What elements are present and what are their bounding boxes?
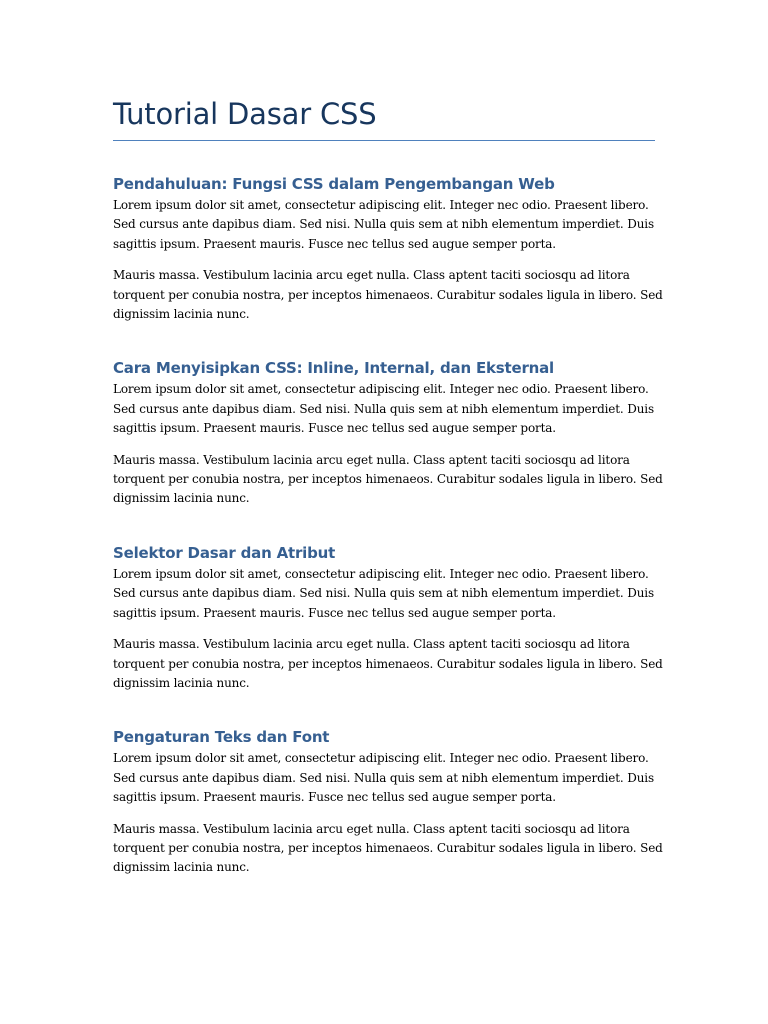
document-page	[113, 96, 663, 878]
paragraph-line: dignissim lacinia nunc.	[113, 491, 250, 506]
section-paragraph	[113, 266, 663, 324]
section-paragraph	[113, 196, 655, 254]
paragraph-line: dignissim lacinia nunc.	[113, 307, 250, 322]
section-heading: Cara Menyisipkan CSS: Inline, Internal, dan Eksternal	[113, 359, 554, 378]
paragraph-line: dignissim lacinia nunc.	[113, 860, 250, 875]
paragraph-line: Mauris massa. Vestibulum lacinia arcu eget nulla. Class aptent taciti sociosqu ad litora	[113, 637, 630, 652]
section-heading: Pengaturan Teks dan Font	[113, 728, 330, 747]
paragraph-line: Lorem ipsum dolor sit amet, consectetur adipiscing elit. Integer nec odio. Praesent libero.	[113, 751, 649, 766]
section-heading: Pendahuluan: Fungsi CSS dalam Pengembangan Web	[113, 175, 555, 193]
paragraph-line: torquent per conubia nostra, per inceptos himenaeos. Curabitur sodales ligula in libero. Sed	[113, 840, 663, 855]
section-paragraph	[113, 380, 655, 438]
section-paragraph	[113, 820, 663, 878]
paragraph-line: sagittis ipsum. Praesent mauris. Fusce nec tellus sed augue semper porta.	[113, 790, 556, 805]
paragraph-line: sagittis ipsum. Praesent mauris. Fusce nec tellus sed augue semper porta.	[113, 605, 556, 620]
document-title: Tutorial Dasar CSS	[113, 96, 655, 141]
paragraph-line: Sed cursus ante dapibus diam. Sed nisi. Nulla quis sem at nibh elementum imperdiet. Duis	[113, 401, 654, 416]
section-paragraph	[113, 749, 655, 807]
paragraph-line: Lorem ipsum dolor sit amet, consectetur adipiscing elit. Integer nec odio. Praesent libero.	[113, 566, 649, 581]
paragraph-line: torquent per conubia nostra, per inceptos himenaeos. Curabitur sodales ligula in libero. Sed	[113, 656, 663, 671]
paragraph-line: Mauris massa. Vestibulum lacinia arcu eget nulla. Class aptent taciti sociosqu ad litora	[113, 268, 630, 283]
paragraph-line: torquent per conubia nostra, per inceptos himenaeos. Curabitur sodales ligula in libero. Sed	[113, 472, 663, 487]
paragraph-line: Lorem ipsum dolor sit amet, consectetur adipiscing elit. Integer nec odio. Praesent libero.	[113, 198, 649, 212]
section-paragraph	[113, 565, 655, 623]
paragraph-line: sagittis ipsum. Praesent mauris. Fusce nec tellus sed augue semper porta.	[113, 421, 556, 436]
paragraph-line: Sed cursus ante dapibus diam. Sed nisi. Nulla quis sem at nibh elementum imperdiet. Duis	[113, 217, 654, 232]
section-introduction	[113, 173, 663, 324]
paragraph-line: Sed cursus ante dapibus diam. Sed nisi. Nulla quis sem at nibh elementum imperdiet. Duis	[113, 770, 654, 785]
paragraph-line: sagittis ipsum. Praesent mauris. Fusce nec tellus sed augue semper porta.	[113, 236, 556, 251]
section-text-font	[113, 726, 663, 877]
section-inserting-css	[113, 357, 663, 508]
paragraph-line: dignissim lacinia nunc.	[113, 675, 250, 690]
paragraph-line: torquent per conubia nostra, per inceptos himenaeos. Curabitur sodales ligula in libero. Sed	[113, 287, 663, 302]
paragraph-line: Mauris massa. Vestibulum lacinia arcu eget nulla. Class aptent taciti sociosqu ad litora	[113, 452, 630, 467]
section-heading: Selektor Dasar dan Atribut	[113, 543, 336, 562]
section-paragraph	[113, 451, 663, 509]
section-paragraph	[113, 635, 663, 693]
section-selectors	[113, 542, 663, 693]
paragraph-line: Mauris massa. Vestibulum lacinia arcu eget nulla. Class aptent taciti sociosqu ad litora	[113, 821, 630, 836]
paragraph-line: Lorem ipsum dolor sit amet, consectetur adipiscing elit. Integer nec odio. Praesent libero.	[113, 382, 649, 397]
paragraph-line: Sed cursus ante dapibus diam. Sed nisi. Nulla quis sem at nibh elementum imperdiet. Duis	[113, 586, 654, 601]
